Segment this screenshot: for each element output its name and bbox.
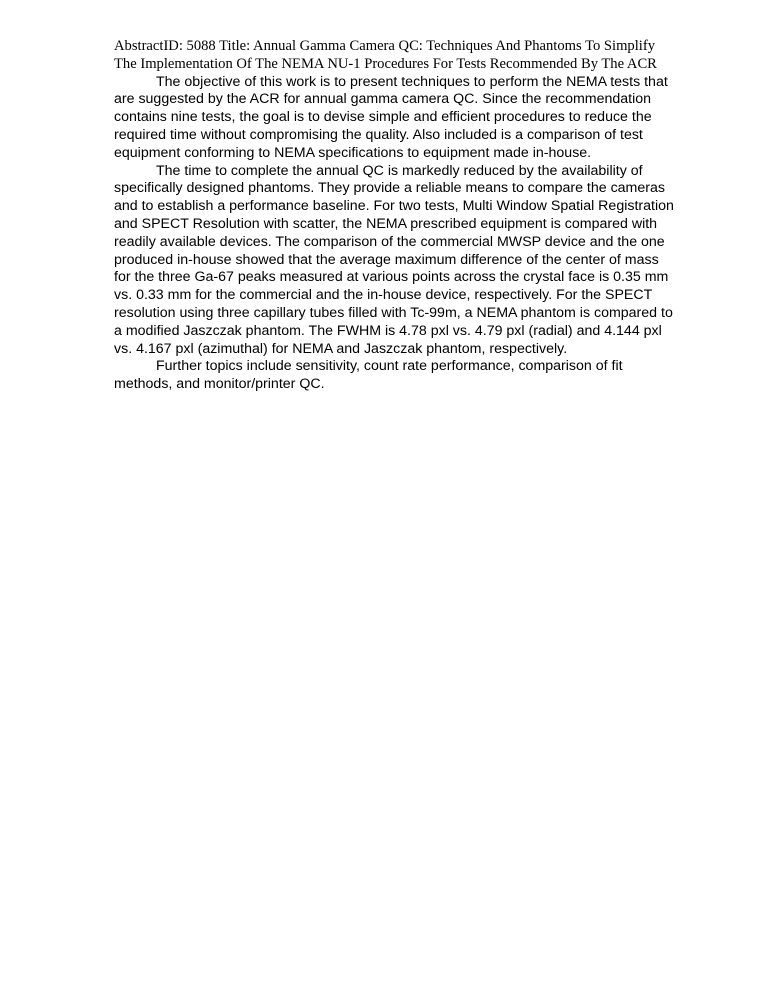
abstract-body: [114, 74, 674, 394]
paragraph-further-topics: Further topics include sensitivity, count rate performance, comparison of fit methods, and monitor/printer QC.: [114, 358, 623, 393]
abstract-header: AbstractID: 5088 Title: Annual Gamma Camera QC: Techniques And Phantoms To Simplify The Implementation Of The NEMA NU-1 Procedures For Tests Recommended By The ACR: [114, 38, 657, 72]
paragraph-objective: The objective of this work is to present techniques to perform the NEMA tests that are suggested by the ACR for annual gamma camera QC. Since the recommendation contains nine tests, the goal is to devise simple and efficient procedures to reduce the required time without compromising the quality. Also included is a comparison of test equipment conforming to NEMA specifications to equipment made in-house.: [114, 73, 668, 161]
document-page: [114, 38, 674, 394]
paragraph-results: The time to complete the annual QC is markedly reduced by the availability of specifically designed phantoms. They provide a reliable means to compare the cameras and to establish a performance baseline. For two tests, Multi Window Spatial Registration and SPECT Resolution with scatter, the NEMA prescribed equipment is compared with readily available devices. The comparison of the commercial MWSP device and the one produced in-house showed that the average maximum difference of the center of mass for the three Ga-67 peaks measured at various points across the crystal face is 0.35 mm vs. 0.33 mm for the commercial and the in-house device, respectively. For the SPECT resolution using three capillary tubes filled with Tc-99m, a NEMA phantom is compared to a modified Jaszczak phantom. The FWHM is 4.78 pxl vs. 4.79 pxl (radial) and 4.144 pxl vs. 4.167 pxl (azimuthal) for NEMA and Jaszczak phantom, respectively.: [114, 162, 674, 357]
